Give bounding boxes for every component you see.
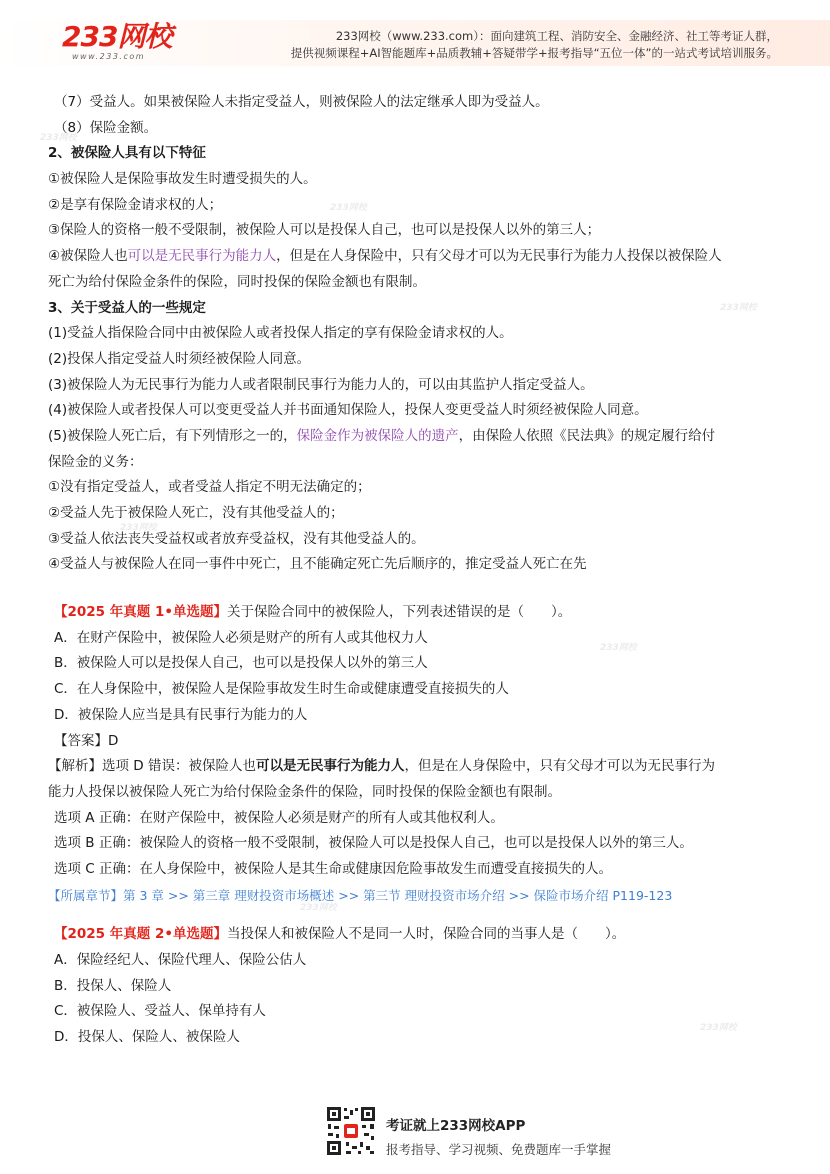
page-footer <box>0 1100 830 1174</box>
explanation: 选项 A 正确：在财产保险中，被保险人必须是财产的所有人或其他权利人。 <box>54 809 504 826</box>
logo-url: www.233.com <box>72 52 146 61</box>
paragraph: ②受益人先于被保险人死亡，没有其他受益人的； <box>48 505 344 521</box>
option-d: D．被保险人应当是具有民事行为能力的人 <box>54 706 308 723</box>
text: 关于保险合同中的被保险人，下列表述错误的是（ ）。 <box>227 604 572 621</box>
text: 【解析】选项 D 错误：被保险人也 <box>48 758 256 775</box>
highlight-text: 可以是无民事行为能力人 <box>127 248 277 265</box>
section-heading: 3、关于受益人的一些规定 <box>48 299 206 316</box>
watermark: 233网校 <box>300 903 337 913</box>
footer-subtitle: 报考指导、学习视频、免费题库一手掌握 <box>386 1142 612 1157</box>
paragraph: ①被保险人是保险事故发生时遭受损失的人。 <box>48 171 317 188</box>
option-b: B．投保人、保险人 <box>54 977 172 994</box>
option-d: D．投保人、保险人、被保险人 <box>54 1029 240 1046</box>
paragraph: （7）受益人。如果被保险人未指定受益人，则被保险人的法定继承人即为受益人。 <box>54 94 549 110</box>
paragraph: （8）保险金额。 <box>54 119 158 136</box>
paragraph: 保险金的义务： <box>48 453 143 470</box>
paragraph: (1)受益人指保险合同中由被保险人或者投保人指定的享有保险金请求权的人。 <box>48 325 513 342</box>
text: (5)被保险人死亡后，有下列情形之一的， <box>48 427 297 444</box>
section-heading: 2、被保险人具有以下特征 <box>48 145 206 162</box>
brand-logo[interactable] <box>62 22 171 62</box>
document-body <box>48 90 788 1051</box>
watermark: 233网校 <box>700 1023 737 1033</box>
chapter-path: 第 3 章 >> 第三章 理财投资市场概述 >> 第三节 理财投资市场介绍 >> 保险市场介绍 P119-123 <box>123 887 673 903</box>
explanation: 选项 B 正确：被保险人的资格一般不受限制，被保险人可以是投保人自己，也可以是投保人以外的第三人。 <box>54 835 693 852</box>
question-tag: 【2025 年真题 2•单选题】 <box>54 926 227 943</box>
header-info-line2: 提供视频课程+AI智能题库+品质教辅+答疑带学+报考指导“五位一体”的一站式考试培训服务。 <box>290 46 778 60</box>
qr-code-icon[interactable] <box>326 1106 376 1156</box>
paragraph: (3)被保险人为无民事行为能力人或者限制民事行为能力人的，可以由其监护人指定受益人。 <box>48 376 594 393</box>
bold-text: 可以是无民事行为能力人 <box>255 758 405 775</box>
option-a: A．保险经纪人、保险代理人、保险公估人 <box>54 952 307 968</box>
header-info-line1: 233网校（www.233.com）：面向建筑工程、消防安全、金融经济、社工等考证人群， <box>335 29 778 43</box>
option-a: A．在财产保险中，被保险人必须是财产的所有人或其他权力人 <box>54 629 428 646</box>
text: ④被保险人也 <box>48 248 128 265</box>
text: 当投保人和被保险人不是同一人时，保险合同的当事人是（ ）。 <box>227 926 626 943</box>
paragraph: ③保险人的资格一般不受限制，被保险人可以是投保人自己，也可以是投保人以外的第三人； <box>48 222 601 239</box>
watermark: 233网校 <box>330 203 367 213</box>
question-stem <box>48 600 788 626</box>
question-stem <box>48 922 788 948</box>
paragraph: (2)投保人指定受益人时须经被保险人同意。 <box>48 350 311 367</box>
answer: 【答案】D <box>54 732 119 749</box>
option-c: C．在人身保险中，被保险人是保险事故发生时生命或健康遭受直接损失的人 <box>54 681 509 698</box>
chapter-link[interactable] <box>48 883 788 909</box>
paragraph <box>48 244 788 270</box>
watermark: 233网校 <box>120 523 157 533</box>
text: ，由保险人依照《民法典》的规定履行给付 <box>458 427 716 444</box>
chapter-tag: 【所属章节】 <box>48 887 124 903</box>
paragraph: ②是享有保险金请求权的人； <box>48 196 223 213</box>
question-tag: 【2025 年真题 1•单选题】 <box>54 604 227 621</box>
paragraph: ④受益人与被保险人在同一事件中死亡，且不能确定死亡先后顺序的，推定受益人死亡在先 <box>48 556 587 573</box>
paragraph: ①没有指定受益人，或者受益人指定不明无法确定的； <box>48 479 371 496</box>
explanation: 选项 C 正确：在人身保险中，被保险人是其生命或健康因危险事故发生而遭受直接损失的人。 <box>54 860 613 877</box>
paragraph: 死亡为给付保险金条件的保险，同时投保的保险金额也有限制。 <box>48 273 426 290</box>
page-header <box>0 0 830 72</box>
paragraph <box>48 424 788 450</box>
explanation <box>48 754 788 780</box>
option-c: C．被保险人、受益人、保单持有人 <box>54 1003 266 1020</box>
text: ，但是在人身保险中，只有父母才可以为无民事行为 <box>404 758 715 775</box>
watermark: 233网校 <box>720 303 757 313</box>
paragraph: (4)被保险人或者投保人可以变更受益人并书面通知保险人，投保人变更受益人时须经被保险人同意。 <box>48 402 648 419</box>
text: ，但是在人身保险中，只有父母才可以为无民事行为能力人投保以被保险人 <box>276 248 722 265</box>
header-info <box>291 28 778 62</box>
watermark: 233网校 <box>40 133 77 143</box>
highlight-text: 保险金作为被保险人的遗产 <box>296 427 459 444</box>
paragraph: ③受益人依法丧失受益权或者放弃受益权，没有其他受益人的。 <box>48 530 425 547</box>
option-b: B．被保险人可以是投保人自己，也可以是投保人以外的第三人 <box>54 655 428 672</box>
watermark: 233网校 <box>600 643 637 653</box>
footer-title: 考证就上233网校APP <box>386 1118 526 1134</box>
logo-text: 233网校 <box>62 20 172 53</box>
explanation: 能力人投保以被保险人死亡为给付保险金条件的保险，同时投保的保险金额也有限制。 <box>48 783 561 800</box>
